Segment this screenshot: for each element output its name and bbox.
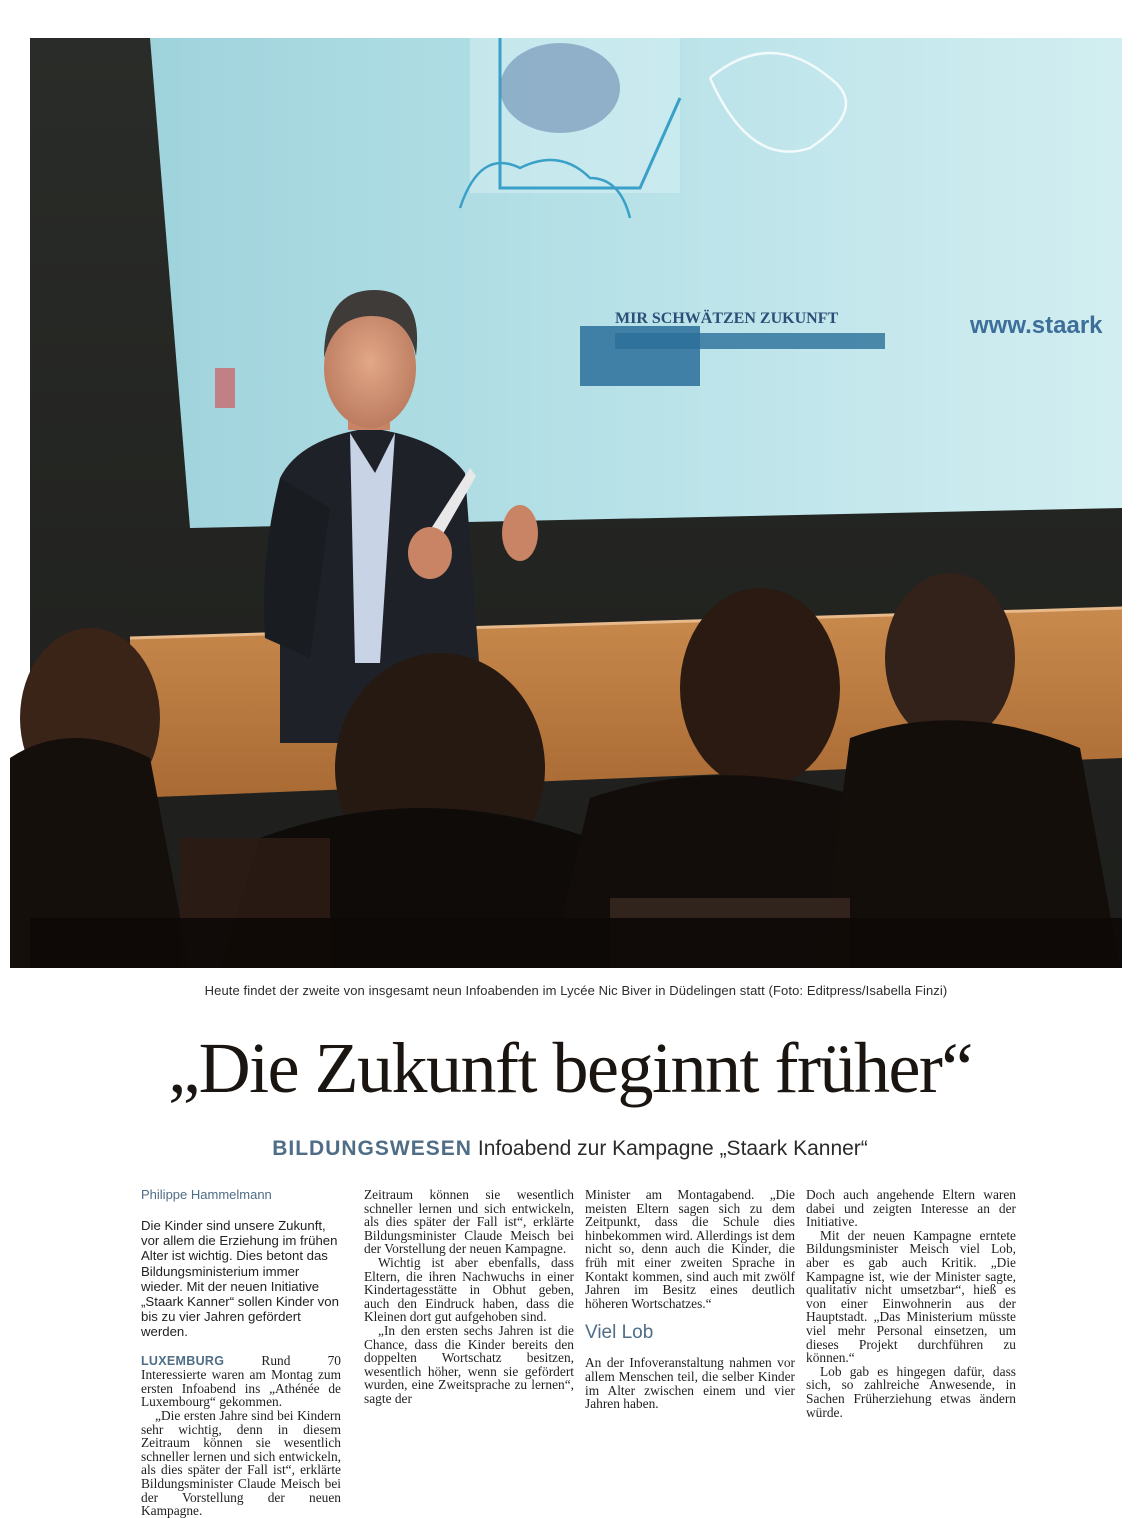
article-column-2 — [364, 1188, 574, 1406]
headline: „Die Zukunft beginnt früher“ — [168, 1028, 972, 1108]
article-column-3 — [585, 1188, 795, 1411]
article-paragraph-3: Wichtig ist aber ebenfalls, dass Eltern, die ihren Nachwuchs in einer Kindertagesstätte in Obhut geben, auch den Eindruck haben, dass die Kleinen dort gut aufgehoben sind. — [364, 1254, 574, 1325]
article-paragraph-4: „In den ersten sechs Jahren ist die Chance, dass die Kinder bereits den doppelten Wortschatz besitzen, wesentlich höher, wenn sie gefördert wurden, eine Zweitsprache zu lernen“, sagte der — [364, 1322, 574, 1406]
article-teaser: Die Kinder sind unsere Zukunft, vor allem die Erziehung im frühen Alter ist wichtig. Dies betont das Bildungsministerium immer wieder. Mit der neuen Initiative „Staark Kanner“ sollen Kinder von bis zu vier Jahren gefördert werden. — [141, 1218, 339, 1340]
article-column-1 — [141, 1187, 341, 1518]
article-paragraph-4-cont: Minister am Montagabend. „Die meisten Eltern sagen sich zu dem Zeitpunkt, dass die Schule dies hinbekommen wird. Allerdings ist dem nicht so, denn auch die Kinder, die früh mit einer zweiten Sprache in Kontakt kommen, sind auch mit zwölf Jahren im Besitz eines deutlich höheren Wortschatzes.“ — [585, 1187, 795, 1311]
article-paragraph-1 — [141, 1354, 341, 1409]
section-kicker: BILDUNGSWESEN — [272, 1137, 472, 1160]
photo-caption: Heute findet der zweite von insgesamt neun Infoabenden im Lycée Nic Biver in Düdelingen statt (Foto: Editpress/Isabella Finzi) — [204, 983, 948, 998]
subheadline-text: Infoabend zur Kampagne „Staark Kanner“ — [477, 1137, 868, 1160]
screen-url-text: www.staark — [970, 312, 1103, 339]
screen-logo-text: MIR SCHWÄTZEN ZUKUNFT — [615, 310, 839, 327]
article-paragraph-2-cont: Zeitraum können sie wesentlich schneller lernen und sich entwickeln, als dies später der Fall ist“, erklärte Bildungsminister Claude Meisch bei der Vorstellung der neuen Kampagne. — [364, 1187, 574, 1257]
section-subtitle: Viel Lob — [585, 1322, 654, 1344]
article-paragraph-5-cont: Doch auch angehende Eltern waren dabei und zeigten Interesse an der Initiative. — [806, 1187, 1016, 1230]
dateline: LUXEMBURG — [141, 1353, 225, 1368]
article-paragraph-5: An der Infoveranstaltung nahmen vor allem Menschen teil, die selber Kinder im Alter zwischen einem und vier Jahren haben. — [585, 1355, 795, 1412]
subheadline — [0, 1137, 1140, 1161]
article-paragraph-2: „Die ersten Jahre sind bei Kindern sehr wichtig, denn in diesem Zeitraum können sie wesentlich schneller lernen und sich entwickeln, als dies später der Fall ist“, erklärte Bildungsminister Claude Meisch bei der Vorstellung der neuen Kampagne. — [141, 1408, 341, 1518]
article-paragraph-6: Mit der neuen Kampagne erntete Bildungsminister Meisch viel Lob, aber es gab auch Kritik. „Die Kampagne ist, wie der Minister sagte, qualitativ nicht umsetzbar“, hieß es von einer Einwohnerin aus der Hauptstadt. „Das Ministerium müsste viel mehr Personal einsetzen, um dieses Projekt durchführen zu können.“ — [806, 1227, 1016, 1366]
article-column-4 — [806, 1188, 1016, 1419]
article-paragraph-7: Lob gab es hingegen dafür, dass sich, so zahlreiche Anwesende, in Sachen Früherziehung etwas ändern würde. — [806, 1363, 1016, 1420]
paragraph-1-text: Rund 70 Interessierte waren am Montag zum ersten Infoabend ins „Athénée de Luxembourg“ gekommen. — [141, 1352, 341, 1410]
article-photo — [30, 38, 1122, 968]
author-byline: Philippe Hammelmann — [141, 1187, 272, 1202]
photo-illustration — [30, 38, 1122, 968]
